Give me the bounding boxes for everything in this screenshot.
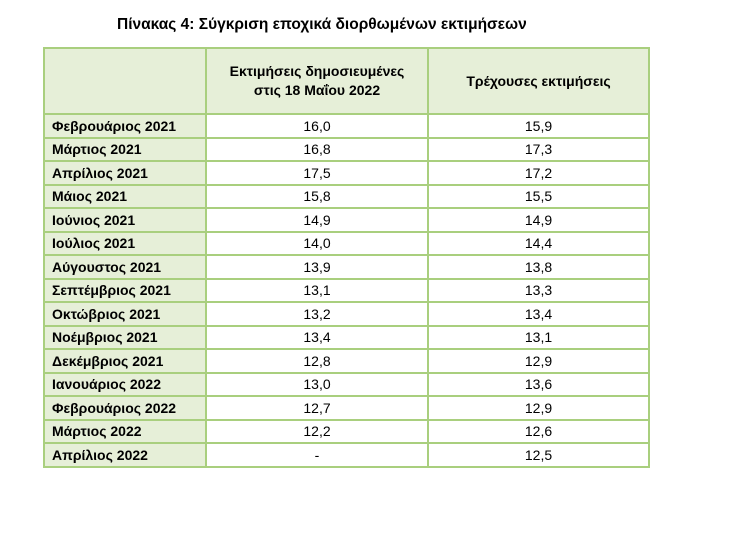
row-published-cell: 16,0: [206, 114, 428, 138]
row-published-cell: 13,2: [206, 302, 428, 326]
row-published-cell: -: [206, 443, 428, 467]
row-current-cell: 12,6: [428, 420, 649, 444]
row-month-cell: Αύγουστος 2021: [44, 255, 206, 279]
row-current-cell: 13,3: [428, 279, 649, 303]
row-current-cell: 13,1: [428, 326, 649, 350]
row-current-cell: 12,9: [428, 349, 649, 373]
header-current-estimates: Τρέχουσες εκτιμήσεις: [428, 48, 649, 114]
row-month-cell: Δεκέμβριος 2021: [44, 349, 206, 373]
table-row: [44, 255, 649, 279]
row-current-cell: 15,9: [428, 114, 649, 138]
row-published-cell: 12,8: [206, 349, 428, 373]
row-current-cell: 12,9: [428, 396, 649, 420]
row-published-cell: 13,1: [206, 279, 428, 303]
row-current-cell: 15,5: [428, 185, 649, 209]
row-current-cell: 14,9: [428, 208, 649, 232]
row-published-cell: 14,9: [206, 208, 428, 232]
table-header-row: [44, 48, 649, 114]
row-month-cell: Φεβρουάριος 2021: [44, 114, 206, 138]
table-row: [44, 114, 649, 138]
row-published-cell: 12,7: [206, 396, 428, 420]
header-published-line2: στις 18 Μαΐου 2022: [253, 82, 381, 98]
table-row: [44, 349, 649, 373]
row-month-cell: Φεβρουάριος 2022: [44, 396, 206, 420]
header-published-estimates: [206, 48, 428, 114]
row-month-cell: Ιούλιος 2021: [44, 232, 206, 256]
row-month-cell: Ιούνιος 2021: [44, 208, 206, 232]
table-title: Πίνακας 4: Σύγκριση εποχικά διορθωμένων εκτιμήσεων: [117, 16, 527, 33]
row-month-cell: Νοέμβριος 2021: [44, 326, 206, 350]
table-row: [44, 185, 649, 209]
row-published-cell: 13,4: [206, 326, 428, 350]
row-month-cell: Μάιος 2021: [44, 185, 206, 209]
row-current-cell: 14,4: [428, 232, 649, 256]
row-published-cell: 13,9: [206, 255, 428, 279]
table-row: [44, 232, 649, 256]
row-current-cell: 13,8: [428, 255, 649, 279]
row-month-cell: Απρίλιος 2022: [44, 443, 206, 467]
row-current-cell: 13,4: [428, 302, 649, 326]
table-row: [44, 161, 649, 185]
table-row: [44, 302, 649, 326]
row-published-cell: 12,2: [206, 420, 428, 444]
row-published-cell: 14,0: [206, 232, 428, 256]
table-row: [44, 443, 649, 467]
row-published-cell: 15,8: [206, 185, 428, 209]
table-row: [44, 279, 649, 303]
row-current-cell: 12,5: [428, 443, 649, 467]
row-current-cell: 17,2: [428, 161, 649, 185]
row-month-cell: Ιανουάριος 2022: [44, 373, 206, 397]
table-row: [44, 373, 649, 397]
row-published-cell: 17,5: [206, 161, 428, 185]
row-current-cell: 17,3: [428, 138, 649, 162]
row-published-cell: 13,0: [206, 373, 428, 397]
row-month-cell: Μάρτιος 2021: [44, 138, 206, 162]
header-corner-cell: [44, 48, 206, 114]
row-published-cell: 16,8: [206, 138, 428, 162]
table-row: [44, 326, 649, 350]
row-month-cell: Μάρτιος 2022: [44, 420, 206, 444]
table-row: [44, 208, 649, 232]
table-row: [44, 138, 649, 162]
row-month-cell: Σεπτέμβριος 2021: [44, 279, 206, 303]
row-month-cell: Απρίλιος 2021: [44, 161, 206, 185]
row-current-cell: 13,6: [428, 373, 649, 397]
estimates-comparison-table: [43, 47, 650, 468]
table-row: [44, 396, 649, 420]
table-row: [44, 420, 649, 444]
header-published-line1: Εκτιμήσεις δημοσιευμένες: [229, 63, 405, 79]
row-month-cell: Οκτώβριος 2021: [44, 302, 206, 326]
